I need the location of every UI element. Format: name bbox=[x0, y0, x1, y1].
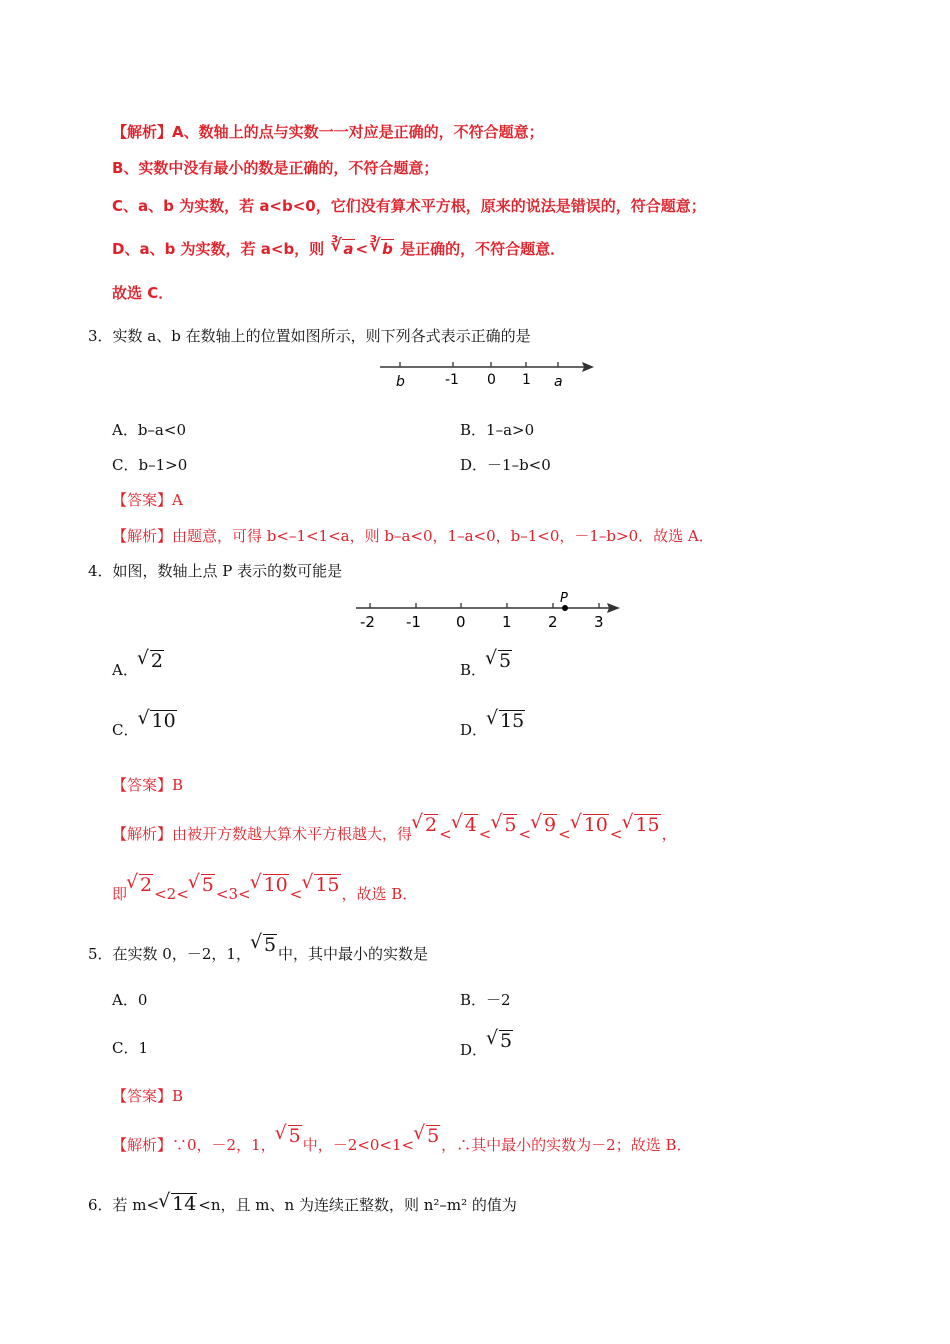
q4-answer: 【答案】B bbox=[112, 776, 184, 794]
q4-line2-pre: 即 bbox=[112, 885, 128, 903]
q4-label-1: 1 bbox=[502, 613, 512, 631]
prev-analysis-line-1: 【解析】A、数轴上的点与实数一一对应是正确的，不符合题意； bbox=[112, 123, 544, 141]
q4-label-0: 0 bbox=[456, 613, 466, 631]
lt: < bbox=[478, 825, 492, 843]
lt: < bbox=[558, 825, 571, 843]
q5-analysis bbox=[112, 1125, 692, 1155]
q4-option-d-label: D． bbox=[460, 721, 488, 739]
q4-label-3: 3 bbox=[594, 613, 604, 631]
q3-stem: 3．实数 a、b 在数轴上的位置如图所示，则下列各式表示正确的是 bbox=[88, 327, 531, 345]
chain-sqrt-15: √ 15 bbox=[623, 814, 660, 835]
sqrt-15: √ 15 bbox=[488, 710, 525, 731]
cube-root-a: ∛ a bbox=[330, 239, 354, 259]
q4-option-c[interactable] bbox=[112, 710, 178, 740]
sqrt-5: √ 5 bbox=[488, 1030, 513, 1051]
q3-number-line bbox=[378, 354, 598, 394]
q3-option-b[interactable]: B．1–a>0 bbox=[460, 421, 535, 439]
q3-option-a[interactable]: A．b–a<0 bbox=[112, 421, 186, 439]
q5-option-b[interactable]: B．－2 bbox=[460, 991, 511, 1009]
q5-option-d-label: D． bbox=[460, 1041, 488, 1059]
q5-stem bbox=[88, 934, 429, 964]
comma: ， bbox=[661, 825, 677, 843]
prev-analysis-line-4 bbox=[112, 239, 565, 259]
q5-analysis-pre: 【解析】∵0，－2，1， bbox=[112, 1136, 276, 1154]
q5-answer: 【答案】B bbox=[112, 1087, 184, 1105]
q6-stem-pre: 6．若 m< bbox=[88, 1196, 160, 1214]
q4-option-b[interactable] bbox=[460, 650, 513, 680]
q3-label-0: 0 bbox=[487, 372, 496, 388]
cube-root-b: ∛ b bbox=[369, 239, 394, 259]
q3-analysis: 【解析】由题意，可得 b<–1<1<a，则 b–a<0，1–a<0，b–1<0，－1–b>0．故选 A． bbox=[112, 527, 714, 545]
lt: < bbox=[439, 825, 452, 843]
sqrt-14: √ 14 bbox=[160, 1193, 197, 1214]
q4-number-line bbox=[352, 590, 624, 632]
q5-stem-pre: 5．在实数 0，－2，1， bbox=[88, 945, 251, 963]
q3-label-1: 1 bbox=[522, 372, 531, 388]
sqrt-10: √ 10 bbox=[252, 874, 289, 895]
prev-analysis-line-3: C、a、b 为实数，若 a<b<0，它们没有算术平方根，原来的说法是错误的，符合题意； bbox=[112, 197, 706, 215]
q5-option-a[interactable]: A．0 bbox=[112, 991, 148, 1009]
q4-label--2: -2 bbox=[360, 613, 375, 631]
q4-option-a-label: A． bbox=[112, 661, 138, 679]
lt: < bbox=[609, 825, 623, 843]
q4-option-a[interactable] bbox=[112, 650, 165, 680]
q3-option-d[interactable]: D．－1–b<0 bbox=[460, 456, 551, 474]
chain-sqrt-2: √ 2 bbox=[413, 814, 438, 835]
less-than: < bbox=[355, 240, 369, 258]
sqrt-5: √ 5 bbox=[190, 874, 215, 895]
chain-sqrt-10: √ 10 bbox=[572, 814, 609, 835]
q3-label-a: a bbox=[554, 374, 563, 390]
prev-analysis-line-2: B、实数中没有最小的数是正确的，不符合题意； bbox=[112, 159, 439, 177]
lt: < bbox=[518, 825, 532, 843]
q4-analysis-pre: 【解析】由被开方数越大算术平方根越大，得 bbox=[112, 825, 413, 843]
q3-label--1: -1 bbox=[445, 372, 459, 388]
q5-analysis-post: ，∴其中最小的实数为－2；故选 B． bbox=[441, 1136, 692, 1154]
sqrt-5: √ 5 bbox=[487, 650, 512, 671]
q6-stem bbox=[88, 1193, 517, 1215]
sqrt-10: √ 10 bbox=[139, 710, 176, 731]
q3-answer: 【答案】A bbox=[112, 491, 183, 509]
sqrt-5: √ 5 bbox=[277, 1125, 302, 1146]
q6-stem-post: <n，且 m、n 为连续正整数，则 n²–m² 的值为 bbox=[198, 1196, 517, 1214]
sqrt-2: √ 2 bbox=[139, 650, 164, 671]
prev-analysis-line-4-post: 是正确的，不符合题意． bbox=[400, 240, 566, 258]
q4-label--1: -1 bbox=[406, 613, 421, 631]
q4-line2-post: ，故选 B． bbox=[341, 885, 418, 903]
q3-label-b: b bbox=[396, 374, 405, 390]
chain-sqrt-4: √ 4 bbox=[453, 814, 478, 835]
sqrt-5: √ 5 bbox=[415, 1125, 440, 1146]
q4-line2-t3: < bbox=[289, 885, 303, 903]
q5-stem-post: 中，其中最小的实数是 bbox=[278, 945, 429, 963]
q5-analysis-mid: 中，－2<0<1< bbox=[302, 1136, 415, 1154]
sqrt-2: √ 2 bbox=[128, 874, 153, 895]
q4-analysis-line-2 bbox=[112, 874, 418, 904]
prev-analysis-line-5: 故选 C． bbox=[112, 284, 174, 302]
sqrt-5: √ 5 bbox=[252, 934, 277, 955]
q4-option-b-label: B． bbox=[460, 661, 487, 679]
q4-line2-t2: <3< bbox=[215, 885, 251, 903]
q4-label-2: 2 bbox=[548, 613, 558, 631]
q4-line2-t1: <2< bbox=[154, 885, 189, 903]
chain-sqrt-9: √ 9 bbox=[532, 814, 557, 835]
q5-option-d[interactable] bbox=[460, 1030, 514, 1060]
q4-label-p: P bbox=[560, 591, 568, 606]
q3-option-c[interactable]: C．b–1>0 bbox=[112, 456, 188, 474]
q4-analysis-line-1 bbox=[112, 814, 677, 844]
q4-option-c-label: C． bbox=[112, 721, 139, 739]
sqrt-15: √ 15 bbox=[303, 874, 340, 895]
q4-stem: 4．如图，数轴上点 P 表示的数可能是 bbox=[88, 562, 343, 580]
prev-analysis-line-4-pre: D、a、b 为实数，若 a<b，则 bbox=[112, 240, 325, 258]
chain-sqrt-5: √ 5 bbox=[492, 814, 517, 835]
q5-option-c[interactable]: C．1 bbox=[112, 1039, 149, 1057]
q4-option-d[interactable] bbox=[460, 710, 526, 740]
